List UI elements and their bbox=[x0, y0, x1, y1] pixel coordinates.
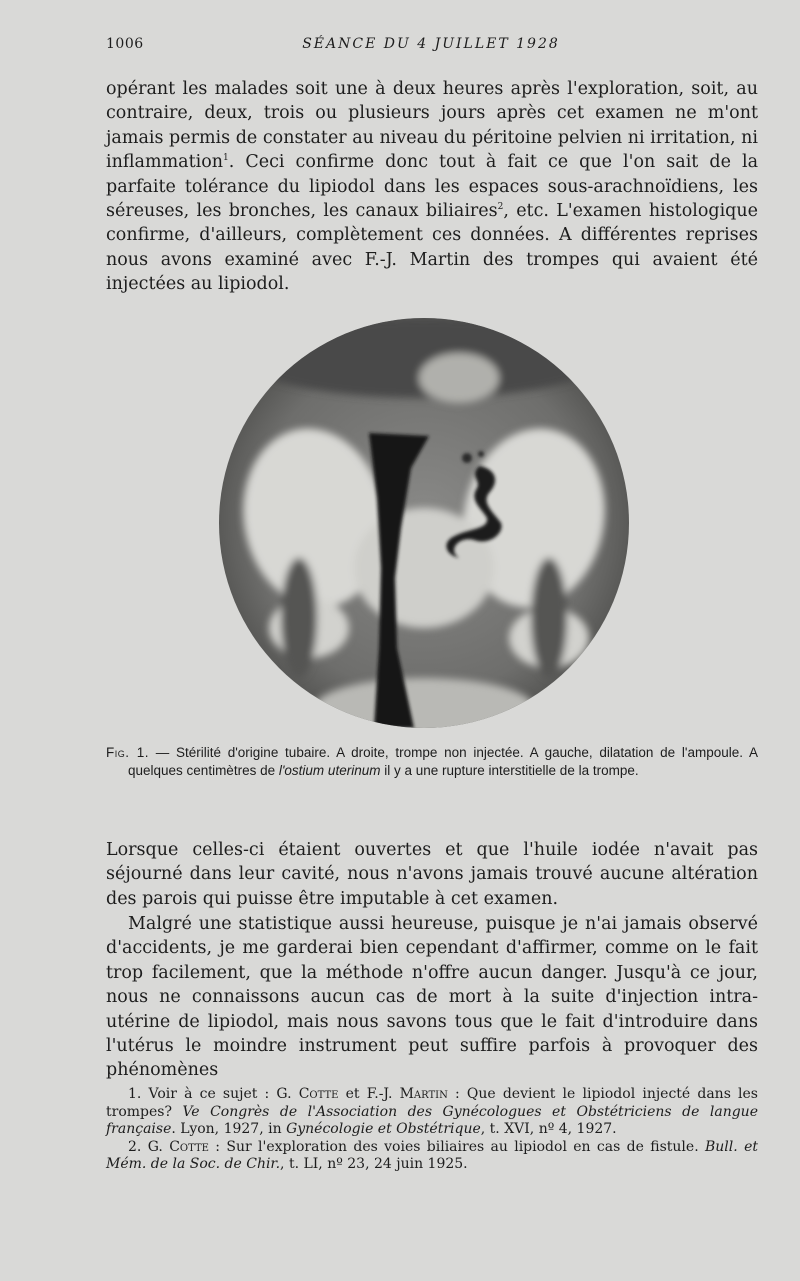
footnote-1-author-1: Cotte bbox=[298, 1086, 339, 1102]
footnote-1-text-e: , t. XVI, nº 4, 1927. bbox=[480, 1121, 617, 1138]
footnote-ref-1: 1 bbox=[223, 153, 229, 164]
figure-label: Fig. 1. bbox=[106, 745, 149, 760]
page-number: 1006 bbox=[106, 36, 144, 52]
footnote-2-author: Cotte bbox=[169, 1138, 209, 1155]
footnote-1-text-d: . Lyon, 1927, in bbox=[171, 1121, 287, 1138]
radiograph-figure bbox=[219, 318, 629, 728]
paragraph-1-text-b: . Ceci confirme donc tout à fait ce que l'on sait de la parfaite tolérance du lipiodol dans les espaces sous-arachnoïdiens, les séreuses, les bronches, les canaux biliaires bbox=[106, 152, 758, 222]
radiograph-image bbox=[219, 318, 629, 728]
caption-text-italic: l'ostium uterinum bbox=[278, 762, 381, 778]
footnote-ref-2: 2 bbox=[497, 202, 504, 213]
caption-text-b: il y a une rupture interstitielle de la trompe. bbox=[380, 762, 639, 778]
footnote-2 bbox=[106, 1139, 758, 1174]
footnote-2-text-b: : Sur l'exploration des voies biliaires au lipiodol en cas de fistule. bbox=[208, 1138, 705, 1155]
caption-text-a: — Stérilité d'origine tubaire. A droite, trompe non injectée. A gauche, dilatation de l'ampoule. A quelques centimètres de bbox=[128, 745, 758, 778]
footnotes bbox=[106, 1086, 758, 1174]
paragraph-1 bbox=[106, 77, 758, 297]
paragraph-1-text-c: , etc. L'examen histologique confirme, d'ailleurs, complètement ces données. A différentes reprises nous avons examiné avec F.-J. Martin des trompes qui avaient été injectées au lipiodol. bbox=[106, 201, 758, 295]
footnote-1 bbox=[106, 1086, 758, 1139]
footnote-1-text-a: 1. Voir à ce sujet : G. bbox=[128, 1086, 299, 1102]
footnote-1-italic-1: Ve Congrès de l'Association des Gynécologues et Obstétriciens de langue française bbox=[106, 1103, 758, 1138]
page-header bbox=[106, 36, 756, 58]
footnote-1-text-c: : Que devient le lipiodol injecté dans les trompes? bbox=[106, 1086, 758, 1120]
paragraph-3: Malgré une statistique aussi heureuse, puisque je n'ai jamais observé d'accidents, je me garderai bien cependant d'affirmer, comme on le fait trop facilement, que la méthode n'offre aucun danger. Jusqu'à ce jour, nous ne connaissons aucun cas de mort à la suite d'injection intra-utérine de lipiodol, mais nous savons tous que le fait d'introduire dans l'utérus le moindre instrument peut suffire parfois à provoquer des phénomènes bbox=[106, 914, 758, 1081]
footnote-2-text-a: 2. G. bbox=[128, 1138, 170, 1155]
paragraph-2: Lorsque celles-ci étaient ouvertes et que l'huile iodée n'avait pas séjourné dans leur cavité, nous n'avons jamais trouvé aucune altération des parois qui puisse être imputable à cet examen. bbox=[106, 840, 758, 909]
figure-caption bbox=[106, 744, 758, 779]
footnote-1-author-2: Martin bbox=[399, 1086, 448, 1102]
running-title: SÉANCE DU 4 JUILLET 1928 bbox=[302, 36, 560, 52]
footnote-1-text-b: et F.-J. bbox=[338, 1086, 400, 1102]
footnote-2-text-c: , t. LI, nº 23, 24 juin 1925. bbox=[280, 1156, 468, 1173]
footnote-2-italic: Bull. et Mém. de la Soc. de Chir. bbox=[106, 1138, 758, 1173]
paragraph-1-text-a: opérant les malades soit une à deux heures après l'exploration, soit, au contraire, deux, trois ou plusieurs jours après cet examen ne m'ont jamais permis de constater au niveau du péritoine pelvien ni irritation, ni inflammation bbox=[106, 79, 758, 173]
footnote-1-italic-2: Gynécologie et Obstétrique bbox=[286, 1121, 481, 1138]
